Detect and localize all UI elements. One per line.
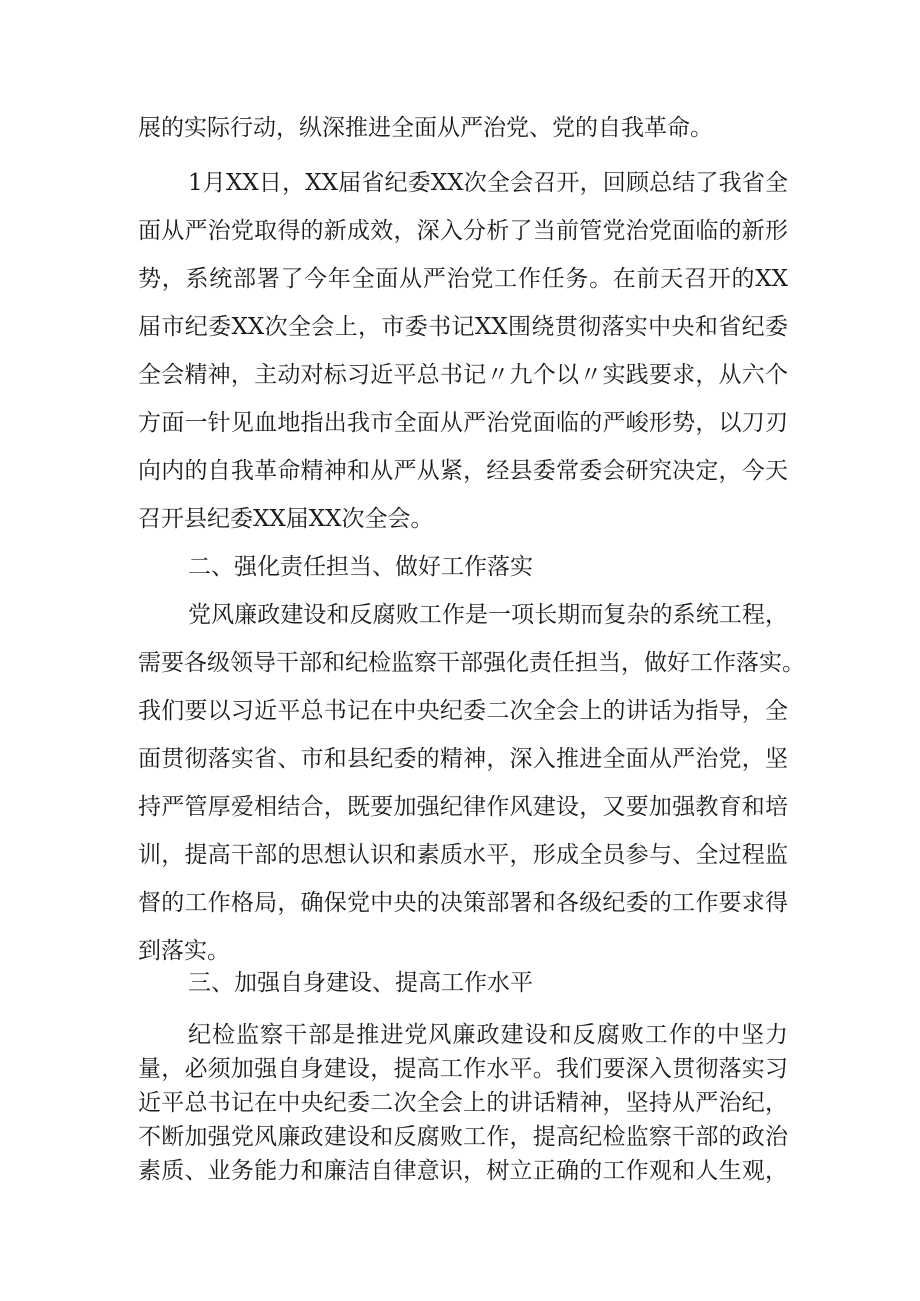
paragraph-line: 需要各级领导干部和纪检监察干部强化责任担当，做好工作落实。 bbox=[138, 650, 805, 676]
paragraph-line: 到落实。 bbox=[138, 938, 230, 964]
paragraph-line: 训，提高干部的思想认识和素质水平，形成全员参与、全过程监 bbox=[138, 842, 788, 868]
paragraph-line: 近平总书记在中央纪委二次全会上的讲话精神，坚持从严治纪， bbox=[138, 1090, 788, 1116]
section-heading: 三、加强自身建设、提高工作水平 bbox=[188, 970, 533, 996]
paragraph-line: 量，必须加强自身建设，提高工作水平。我们要深入贯彻落实习 bbox=[138, 1056, 788, 1082]
paragraph-line: 1月XX日，XX届省纪委XX次全会召开，回顾总结了我省全 bbox=[188, 170, 788, 196]
paragraph-line: 我们要以习近平总书记在中央纪委二次全会上的讲话为指导，全 bbox=[138, 698, 788, 724]
paragraph-line: 素质、业务能力和廉洁自律意识，树立正确的工作观和人生观， bbox=[138, 1158, 788, 1184]
paragraph-line: 召开县纪委XX届XX次全会。 bbox=[138, 506, 434, 532]
paragraph-line: 面贯彻落实省、市和县纪委的精神，深入推进全面从严治党，坚 bbox=[138, 746, 788, 772]
paragraph-line: 向内的自我革命精神和从严从紧，经县委常委会研究决定，今天 bbox=[138, 458, 788, 484]
paragraph-line: 持严管厚爱相结合，既要加强纪律作风建设，又要加强教育和培 bbox=[138, 794, 788, 820]
paragraph-line: 督的工作格局，确保党中央的决策部署和各级纪委的工作要求得 bbox=[138, 890, 788, 916]
paragraph-line: 届市纪委XX次全会上，市委书记XX围绕贯彻落实中央和省纪委 bbox=[138, 314, 788, 340]
paragraph-line: 展的实际行动，纵深推进全面从严治党、党的自我革命。 bbox=[138, 115, 713, 141]
paragraph-line: 纪检监察干部是推进党风廉政建设和反腐败工作的中坚力 bbox=[188, 1022, 788, 1048]
paragraph-line: 面从严治党取得的新成效，深入分析了当前管党治党面临的新形 bbox=[138, 218, 788, 244]
paragraph-line: 不断加强党风廉政建设和反腐败工作，提高纪检监察干部的政治 bbox=[138, 1124, 788, 1150]
paragraph-line: 方面一针见血地指出我市全面从严治党面临的严峻形势，以刀刃 bbox=[138, 410, 788, 436]
paragraph-line: 势，系统部署了今年全面从严治党工作任务。在前天召开的XX bbox=[138, 266, 788, 292]
section-heading: 二、强化责任担当、做好工作落实 bbox=[188, 554, 533, 580]
paragraph-line: 全会精神，主动对标习近平总书记〃九个以〃实践要求，从六个 bbox=[138, 362, 788, 388]
paragraph-line: 党风廉政建设和反腐败工作是一项长期而复杂的系统工程， bbox=[188, 602, 788, 628]
